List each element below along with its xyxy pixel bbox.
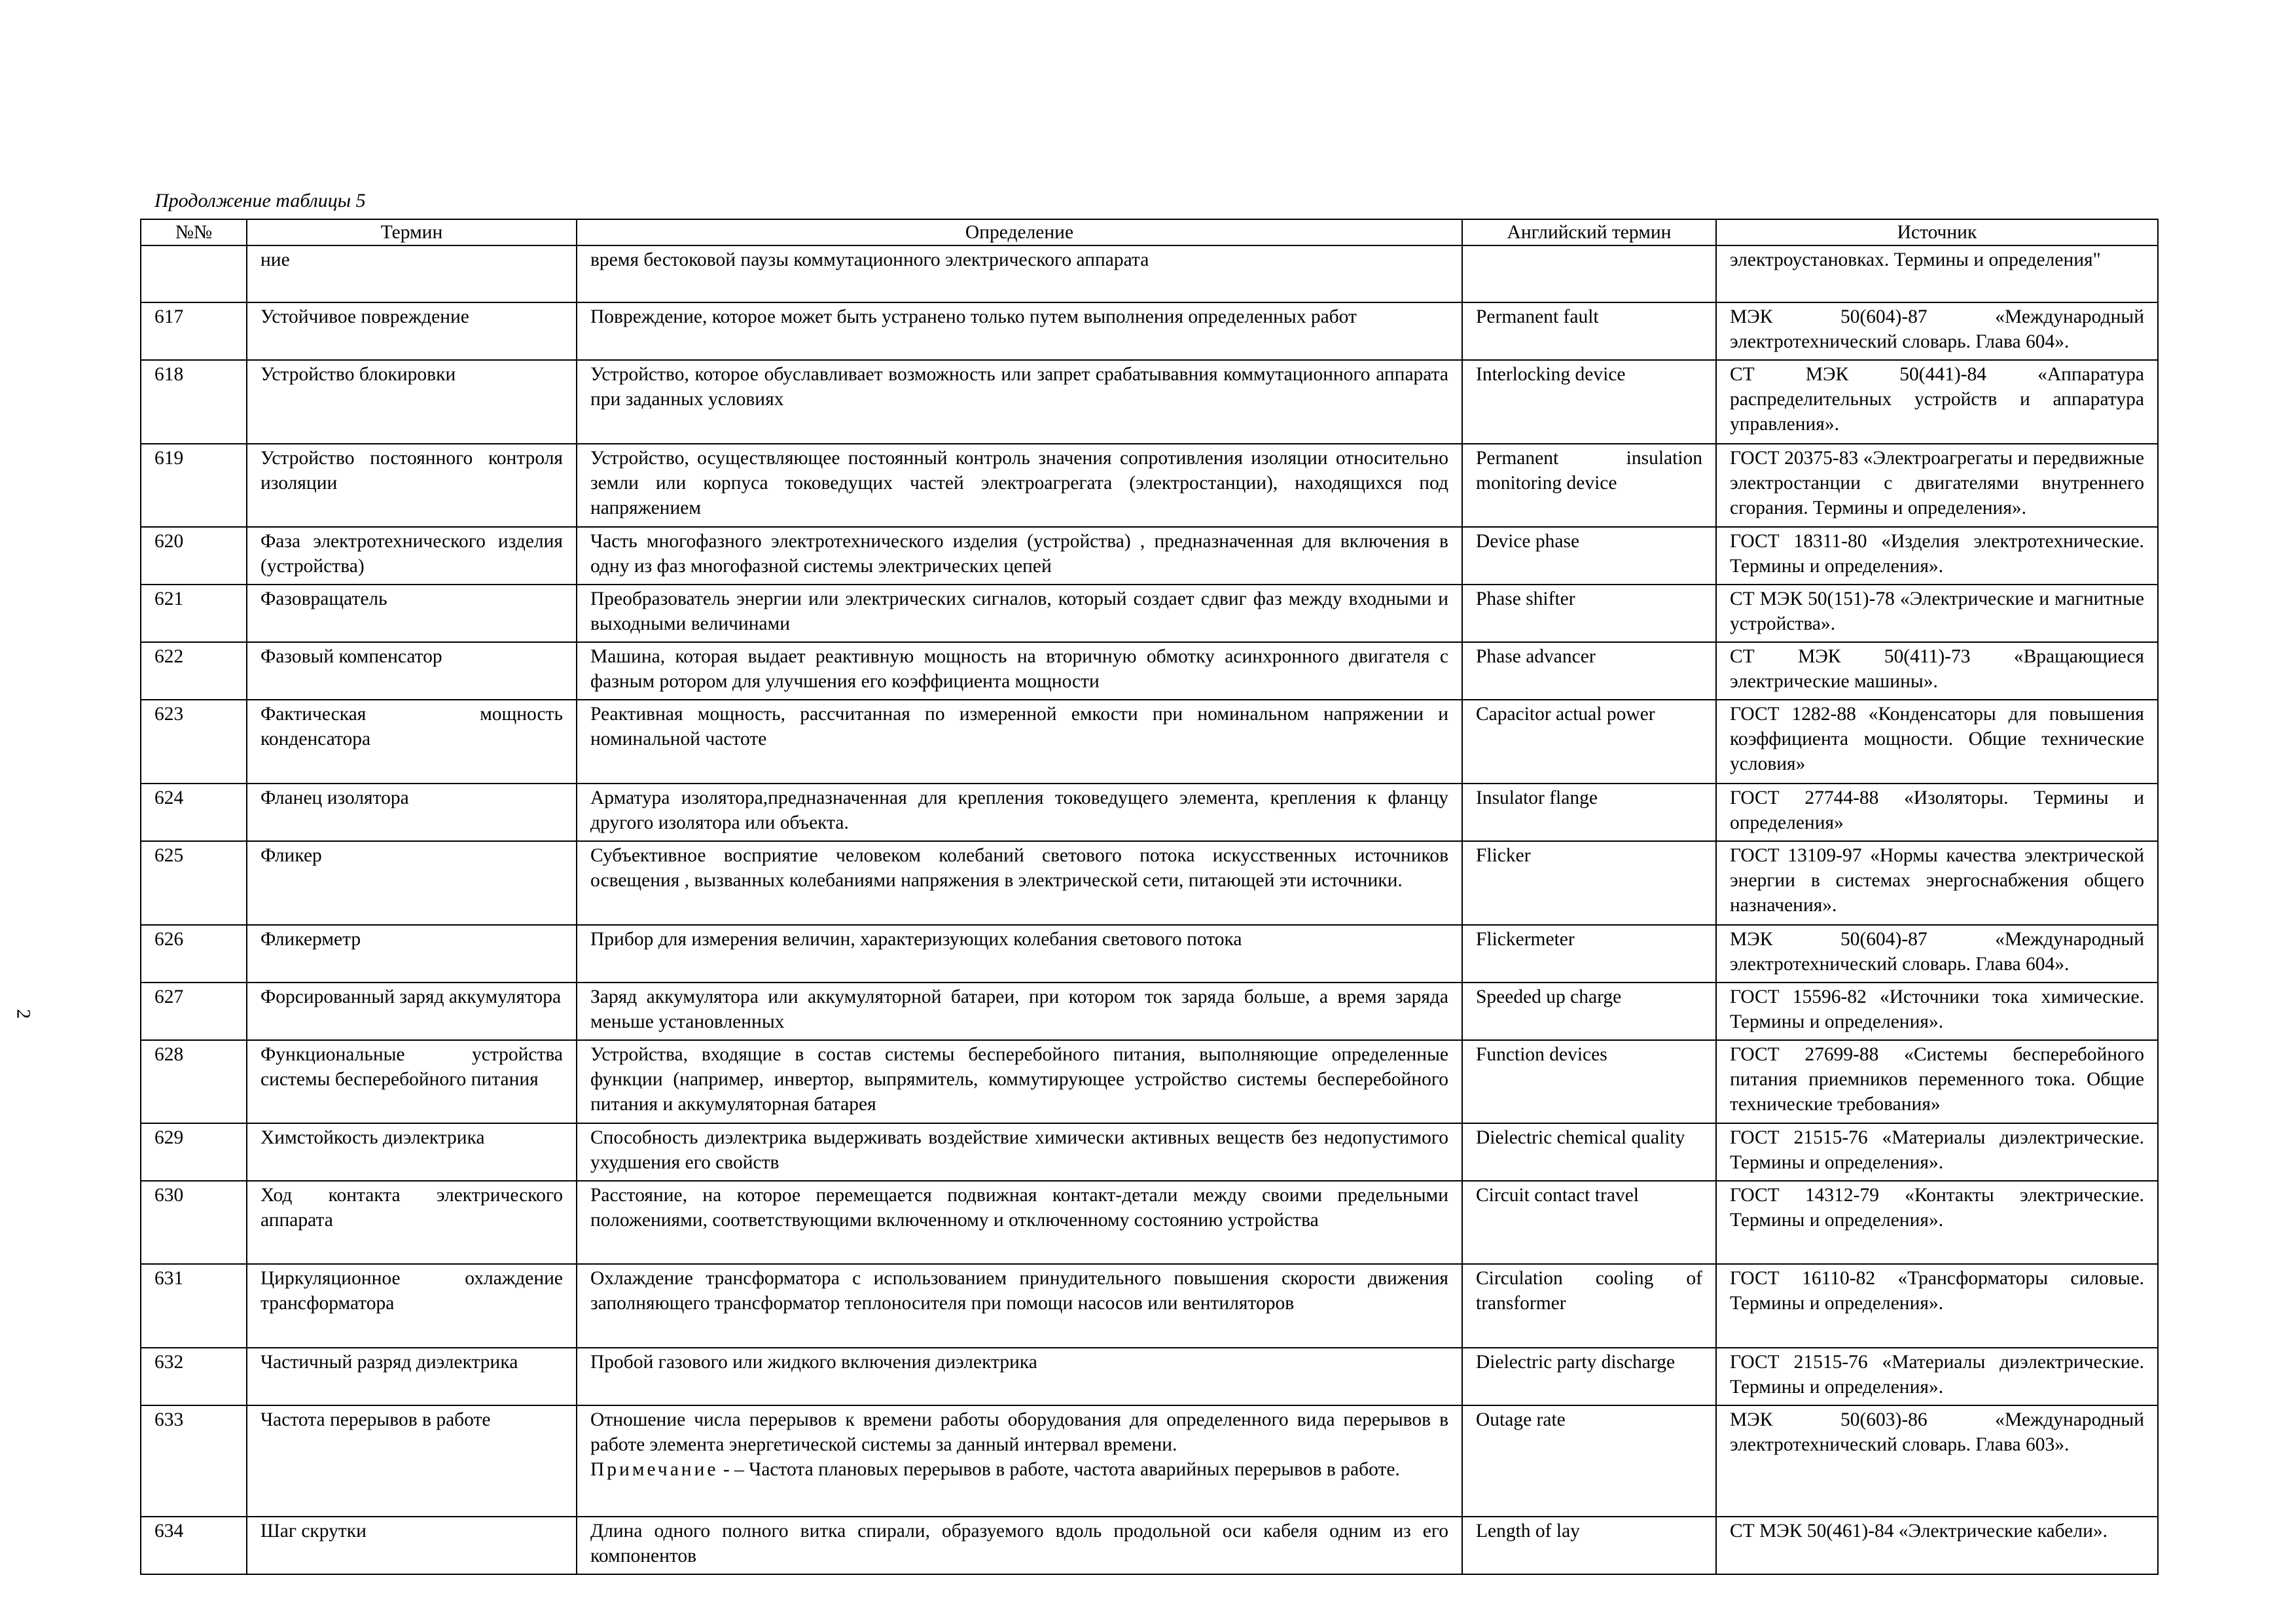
cell-term: Ход контакта электрического аппарата — [247, 1181, 577, 1264]
cell-number — [141, 245, 247, 302]
table-row — [141, 1181, 2158, 1264]
page-number: 2 — [12, 1009, 35, 1019]
cell-definition: Устройства, входящие в состав системы бесперебойного питания, выполняющие определенные функции (например, инвертор, выпрямитель, коммутирующее устройство системы бесперебойного питания и аккумуляторная батарея — [577, 1040, 1462, 1123]
cell-english-term: Dielectric party discharge — [1462, 1348, 1716, 1405]
cell-term: Фазовращатель — [247, 585, 577, 642]
cell-number: 631 — [141, 1264, 247, 1348]
table-row — [141, 1405, 2158, 1517]
cell-number: 634 — [141, 1517, 247, 1574]
table-row — [141, 527, 2158, 585]
cell-english-term: Speeded up charge — [1462, 983, 1716, 1040]
terms-table — [140, 219, 2159, 1575]
cell-term: Шаг скрутки — [247, 1517, 577, 1574]
cell-number: 622 — [141, 642, 247, 700]
table-row — [141, 1348, 2158, 1405]
header-term: Термин — [247, 219, 577, 245]
table-row — [141, 585, 2158, 642]
cell-number: 627 — [141, 983, 247, 1040]
cell-term: Функциональные устройства системы бесперебойного питания — [247, 1040, 577, 1123]
cell-english-term — [1462, 245, 1716, 302]
cell-definition: Повреждение, которое может быть устранено только путем выполнения определенных работ — [577, 302, 1462, 360]
table-row — [141, 245, 2158, 302]
cell-term: Фаза электротехнического изделия (устройства) — [247, 527, 577, 585]
cell-term: Химстойкость диэлектрика — [247, 1123, 577, 1181]
cell-term: Фланец изолятора — [247, 784, 577, 841]
cell-number: 628 — [141, 1040, 247, 1123]
cell-definition: Заряд аккумулятора или аккумуляторной батареи, при котором ток заряда больше, а время заряда меньше установленных — [577, 983, 1462, 1040]
cell-term: Устройство постоянного контроля изоляции — [247, 444, 577, 527]
cell-number: 629 — [141, 1123, 247, 1181]
header-english-term: Английский термин — [1462, 219, 1716, 245]
cell-english-term: Flickermeter — [1462, 925, 1716, 983]
cell-definition — [577, 1405, 1462, 1517]
cell-definition: Устройство, осуществляющее постоянный контроль значения сопротивления изоляции относительно земли или корпуса токоведущих частей электроагрегата (электростанции), находящихся под напряжением — [577, 444, 1462, 527]
cell-term: Устройство блокировки — [247, 360, 577, 444]
cell-term: Форсированный заряд аккумулятора — [247, 983, 577, 1040]
cell-number: 620 — [141, 527, 247, 585]
cell-term: Циркуляционное охлаждение трансформатора — [247, 1264, 577, 1348]
table-row — [141, 444, 2158, 527]
cell-source: ГОСТ 1282-88 «Конденсаторы для повышения коэффициента мощности. Общие технические условия» — [1716, 700, 2158, 784]
table-row — [141, 925, 2158, 983]
cell-english-term: Phase advancer — [1462, 642, 1716, 700]
cell-definition: Преобразователь энергии или электрических сигналов, который создает сдвиг фаз между входными и выходными величинами — [577, 585, 1462, 642]
note-label: Примечание — [590, 1459, 719, 1480]
cell-english-term: Device phase — [1462, 527, 1716, 585]
cell-number: 617 — [141, 302, 247, 360]
cell-english-term: Capacitor actual power — [1462, 700, 1716, 784]
table-row — [141, 784, 2158, 841]
cell-english-term: Circulation cooling of transformer — [1462, 1264, 1716, 1348]
cell-number: 630 — [141, 1181, 247, 1264]
cell-english-term: Phase shifter — [1462, 585, 1716, 642]
cell-english-term: Dielectric chemical quality — [1462, 1123, 1716, 1181]
cell-term: Устойчивое повреждение — [247, 302, 577, 360]
table-row — [141, 1264, 2158, 1348]
cell-english-term: Length of lay — [1462, 1517, 1716, 1574]
cell-english-term: Outage rate — [1462, 1405, 1716, 1517]
table-row — [141, 1040, 2158, 1123]
table-caption: Продолжение таблицы 5 — [154, 190, 366, 211]
cell-definition: Охлаждение трансформатора с использованием принудительного повышения скорости движения заполняющего трансформатор теплоносителя при помощи насосов или вентиляторов — [577, 1264, 1462, 1348]
cell-number: 621 — [141, 585, 247, 642]
cell-source: МЭК 50(604)-87 «Международный электротехнический словарь. Глава 604». — [1716, 925, 2158, 983]
cell-definition: Реактивная мощность, рассчитанная по измеренной емкости при номинальном напряжении и номинальной частоте — [577, 700, 1462, 784]
cell-source: ГОСТ 27699-88 «Системы бесперебойного питания приемников переменного тока. Общие технические требования» — [1716, 1040, 2158, 1123]
cell-source: электроустановках. Термины и определения" — [1716, 245, 2158, 302]
cell-source: МЭК 50(603)-86 «Международный электротехнический словарь. Глава 603». — [1716, 1405, 2158, 1517]
header-definition: Определение — [577, 219, 1462, 245]
table-row — [141, 841, 2158, 925]
cell-number: 633 — [141, 1405, 247, 1517]
header-source: Источник — [1716, 219, 2158, 245]
cell-source: ГОСТ 20375-83 «Электроагрегаты и передвижные электростанции с двигателями внутреннего сгорания. Термины и определения». — [1716, 444, 2158, 527]
cell-source: ГОСТ 14312-79 «Контакты электрические. Термины и определения». — [1716, 1181, 2158, 1264]
cell-source: ГОСТ 21515-76 «Материалы диэлектрические. Термины и определения». — [1716, 1348, 2158, 1405]
cell-definition: Арматура изолятора,предназначенная для крепления токоведущего элемента, крепления к фланцу другого изолятора или объекта. — [577, 784, 1462, 841]
table-row — [141, 700, 2158, 784]
cell-definition: Расстояние, на которое перемещается подвижная контакт-детали между своими предельными положениями, соответствующими включенному и отключенному состоянию устройства — [577, 1181, 1462, 1264]
table-body — [141, 245, 2158, 1574]
cell-term: Фазовый компенсатор — [247, 642, 577, 700]
cell-definition: Длина одного полного витка спирали, образуемого вдоль продольной оси кабеля одним из его компонентов — [577, 1517, 1462, 1574]
cell-english-term: Circuit contact travel — [1462, 1181, 1716, 1264]
cell-source: ГОСТ 15596-82 «Источники тока химические. Термины и определения». — [1716, 983, 2158, 1040]
cell-number: 623 — [141, 700, 247, 784]
cell-number: 625 — [141, 841, 247, 925]
cell-definition: время бестоковой паузы коммутационного электрического аппарата — [577, 245, 1462, 302]
cell-definition: Субъективное восприятие человеком колебаний светового потока искусственных источников освещения , вызванных колебаниями напряжения в электрической сети, питающей эти источники. — [577, 841, 1462, 925]
cell-source: ГОСТ 18311-80 «Изделия электротехнические. Термины и определения». — [1716, 527, 2158, 585]
table-row — [141, 1517, 2158, 1574]
table-row — [141, 983, 2158, 1040]
cell-english-term: Permanent insulation monitoring device — [1462, 444, 1716, 527]
cell-term: Фактическая мощность конденсатора — [247, 700, 577, 784]
cell-number: 624 — [141, 784, 247, 841]
cell-english-term: Flicker — [1462, 841, 1716, 925]
cell-source: ГОСТ 27744-88 «Изоляторы. Термины и определения» — [1716, 784, 2158, 841]
cell-term: Частота перерывов в работе — [247, 1405, 577, 1517]
cell-english-term: Function devices — [1462, 1040, 1716, 1123]
cell-definition: Способность диэлектрика выдерживать воздействие химически активных веществ без недопустимого ухудшения его свойств — [577, 1123, 1462, 1181]
cell-term: Фликерметр — [247, 925, 577, 983]
cell-english-term: Insulator flange — [1462, 784, 1716, 841]
cell-number: 618 — [141, 360, 247, 444]
cell-source: ГОСТ 13109-97 «Нормы качества электрической энергии в системах энергоснабжения общего назначения». — [1716, 841, 2158, 925]
cell-number: 632 — [141, 1348, 247, 1405]
cell-source: СТ МЭК 50(411)-73 «Вращающиеся электрические машины». — [1716, 642, 2158, 700]
header-number: №№ — [141, 219, 247, 245]
cell-source: ГОСТ 21515-76 «Материалы диэлектрические. Термины и определения». — [1716, 1123, 2158, 1181]
table-row — [141, 302, 2158, 360]
cell-definition: Часть многофазного электротехнического изделия (устройства) , предназначенная для включения в одну из фаз многофазной системы электрических цепей — [577, 527, 1462, 585]
cell-term: Фликер — [247, 841, 577, 925]
cell-english-term: Interlocking device — [1462, 360, 1716, 444]
cell-number: 619 — [141, 444, 247, 527]
cell-term: Частичный разряд диэлектрика — [247, 1348, 577, 1405]
cell-source: МЭК 50(604)-87 «Международный электротехнический словарь. Глава 604». — [1716, 302, 2158, 360]
table-row — [141, 360, 2158, 444]
cell-number: 626 — [141, 925, 247, 983]
note-text: - – Частота плановых перерывов в работе, частота аварийных перерывов в работе. — [718, 1459, 1400, 1480]
cell-source: СТ МЭК 50(441)-84 «Аппаратура распределительных устройств и аппаратура управления». — [1716, 360, 2158, 444]
cell-definition: Устройство, которое обуславливает возможность или запрет срабатывавния коммутационного аппарата при заданных условиях — [577, 360, 1462, 444]
cell-term: ние — [247, 245, 577, 302]
cell-definition: Машина, которая выдает реактивную мощность на вторичную обмотку асинхронного двигателя с фазным ротором для улучшения его коэффициента мощности — [577, 642, 1462, 700]
cell-definition: Прибор для измерения величин, характеризующих колебания светового потока — [577, 925, 1462, 983]
cell-definition: Пробой газового или жидкого включения диэлектрика — [577, 1348, 1462, 1405]
table-row — [141, 642, 2158, 700]
cell-source: СТ МЭК 50(461)-84 «Электрические кабели». — [1716, 1517, 2158, 1574]
table-header-row — [141, 219, 2158, 245]
definition-text: Отношение числа перерывов к времени работы оборудования для определенного вида перерывов в работе элемента энергетической системы за данный интервал времени. — [590, 1409, 1448, 1455]
cell-source: ГОСТ 16110-82 «Трансформаторы силовые. Термины и определения». — [1716, 1264, 2158, 1348]
cell-english-term: Permanent fault — [1462, 302, 1716, 360]
cell-source: СТ МЭК 50(151)-78 «Электрические и магнитные устройства». — [1716, 585, 2158, 642]
table-row — [141, 1123, 2158, 1181]
